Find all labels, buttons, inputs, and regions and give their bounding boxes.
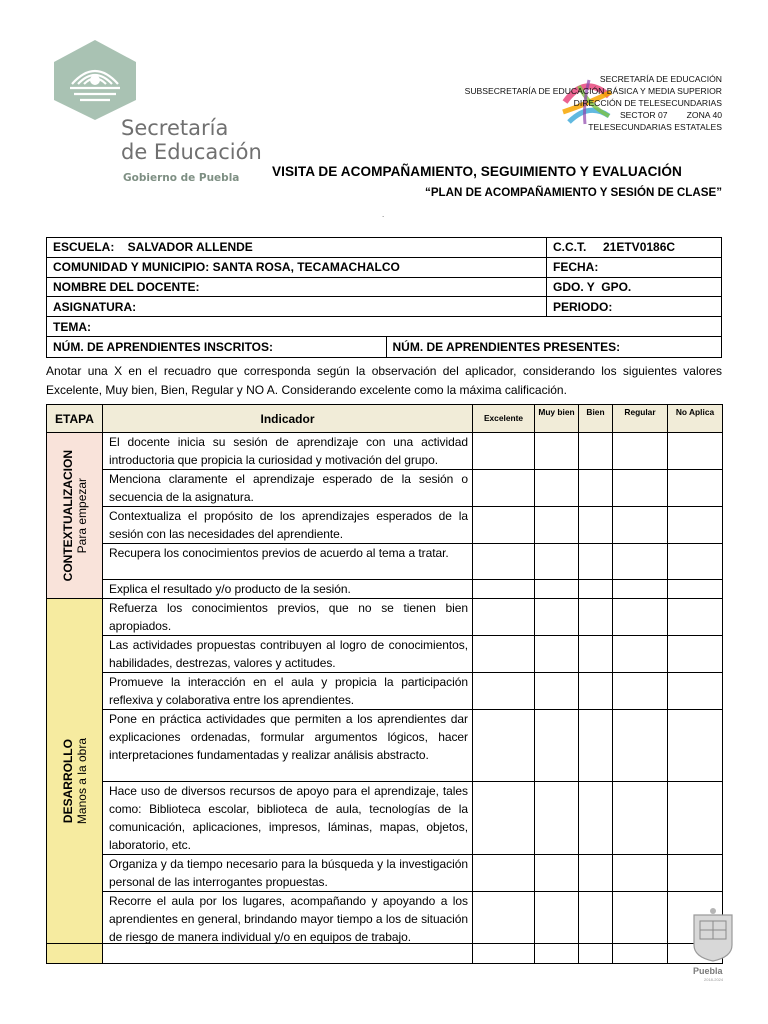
indicator-text: Pone en práctica actividades que permiten a los aprendientes dar explicaciones ordenadas, formular argumentos lógicos, hacer interpretaciones fundamentadas y realizar análisis abstracto.	[103, 710, 473, 782]
indicator-text: Las actividades propuestas contribuyen al logro de conocimientos, habilidades, destrezas, valores y actitudes.	[103, 636, 473, 673]
rating-cell-bien[interactable]	[579, 855, 613, 892]
indicator-text: Explica el resultado y/o producto de la sesión.	[103, 580, 473, 599]
page-cut-line	[46, 943, 722, 944]
document-title: VISITA DE ACOMPAÑAMIENTO, SEGUIMIENTO Y EVALUACIÓN	[272, 164, 682, 179]
rating-cell-bien[interactable]	[579, 636, 613, 673]
indicator-text: Menciona claramente el aprendizaje esperado de la sesión o secuencia de la asignatura.	[103, 470, 473, 507]
rating-cell-regular[interactable]	[613, 470, 668, 507]
col-etapa: ETAPA	[47, 405, 103, 433]
rating-cell-bien[interactable]	[579, 673, 613, 710]
rating-cell-muy-bien[interactable]	[535, 599, 579, 636]
rating-cell-muy-bien[interactable]	[535, 892, 579, 964]
rating-cell-bien[interactable]	[579, 599, 613, 636]
rating-cell-no-aplica[interactable]	[668, 507, 723, 544]
stage-subtitle: Manos a la obra	[74, 737, 89, 825]
puebla-seal	[690, 907, 736, 963]
rating-cell-regular[interactable]	[613, 544, 668, 580]
rating-cell-excelente[interactable]	[473, 710, 535, 782]
header-line-1: SECRETARÍA DE EDUCACIÓN	[599, 74, 722, 84]
document-subtitle: “PLAN DE ACOMPAÑAMIENTO Y SESIÓN DE CLASE”	[425, 186, 722, 199]
fecha-field: FECHA:	[547, 257, 722, 277]
rating-cell-excelente[interactable]	[473, 599, 535, 636]
evaluation-table	[46, 404, 723, 964]
logo-gobierno: Gobierno de Puebla	[123, 172, 240, 184]
rating-cell-bien[interactable]	[579, 544, 613, 580]
rating-cell-bien[interactable]	[579, 710, 613, 782]
tema-field: TEMA:	[47, 317, 722, 337]
rating-cell-excelente[interactable]	[473, 673, 535, 710]
table-row	[47, 636, 723, 673]
rating-cell-excelente[interactable]	[473, 470, 535, 507]
rating-cell-no-aplica[interactable]	[668, 599, 723, 636]
rating-cell-excelente[interactable]	[473, 782, 535, 855]
table-row	[47, 599, 723, 636]
stage-name: CONTEXTUALIZACION	[60, 449, 75, 582]
indicator-text: Promueve la interacción en el aula y propicia la participación reflexiva y colaborativa entre los aprendientes.	[103, 673, 473, 710]
table-row	[47, 544, 723, 580]
table-row	[47, 782, 723, 855]
rating-cell-regular[interactable]	[613, 782, 668, 855]
header-line-3: DIRECCIÓN DE TELESECUNDARIAS	[573, 98, 722, 108]
col-no-aplica: No Aplica	[668, 405, 723, 433]
rating-cell-regular[interactable]	[613, 892, 668, 964]
instructions-note: Anotar una X en el recuadro que corresponda según la observación del aplicador, considerando los siguientes valores Excelente, Muy bien, Bien, Regular y NO A. Considerando excelente como la máxima calificación.	[46, 364, 722, 397]
rating-cell-regular[interactable]	[613, 855, 668, 892]
stage-subtitle: Para empezar	[74, 477, 89, 554]
cct-field: C.C.T. 21ETV0186C	[547, 238, 722, 258]
rating-cell-regular[interactable]	[613, 710, 668, 782]
rating-cell-excelente[interactable]	[473, 433, 535, 470]
rating-cell-muy-bien[interactable]	[535, 470, 579, 507]
rating-cell-muy-bien[interactable]	[535, 433, 579, 470]
logo-line1: Secretaría	[121, 116, 229, 140]
rating-cell-no-aplica[interactable]	[668, 636, 723, 673]
indicator-text: Contextualiza el propósito de los aprendizajes esperados de la sesión con las necesidades del aprendiente.	[103, 507, 473, 544]
rating-cell-no-aplica[interactable]	[668, 544, 723, 580]
inscritos-field: NÚM. DE APRENDIENTES INSCRITOS:	[47, 337, 386, 357]
rating-cell-bien[interactable]	[579, 470, 613, 507]
header-institution	[465, 73, 722, 133]
header-line-2: SUBSECRETARÍA DE EDUCACIÓN BÁSICA Y MEDIA SUPERIOR	[464, 86, 722, 96]
rating-cell-excelente[interactable]	[473, 580, 535, 599]
table-row	[47, 507, 723, 544]
rating-cell-no-aplica[interactable]	[668, 580, 723, 599]
escuela-field: ESCUELA: SALVADOR ALLENDE	[47, 238, 547, 258]
rating-cell-regular[interactable]	[613, 507, 668, 544]
docente-field: NOMBRE DEL DOCENTE:	[47, 277, 547, 297]
stage-name: DESARROLLO	[60, 739, 75, 823]
indicator-text: Organiza y da tiempo necesario para la búsqueda y la investigación personal de las interrogantes propuestas.	[103, 855, 473, 892]
rating-cell-no-aplica[interactable]	[668, 673, 723, 710]
rating-cell-excelente[interactable]	[473, 892, 535, 964]
rating-cell-no-aplica[interactable]	[668, 470, 723, 507]
rating-cell-regular[interactable]	[613, 433, 668, 470]
stage-desarrollo	[47, 599, 103, 964]
rating-cell-regular[interactable]	[613, 673, 668, 710]
rating-cell-muy-bien[interactable]	[535, 710, 579, 782]
rating-cell-bien[interactable]	[579, 507, 613, 544]
logo-secretaria-text	[121, 116, 262, 164]
puebla-seal-label: Puebla	[693, 966, 723, 976]
table-row	[47, 470, 723, 507]
rating-cell-bien[interactable]	[579, 892, 613, 964]
indicator-text: Hace uso de diversos recursos de apoyo para el aprendizaje, tales como: Biblioteca escolar, biblioteca de aula, tecnologías de la comunicación, aplicaciones, impresos, láminas, mapas, objetos, laboratorio, etc.	[103, 782, 473, 855]
school-info-table	[46, 237, 722, 358]
rating-cell-muy-bien[interactable]	[535, 544, 579, 580]
table-row	[47, 892, 723, 964]
indicator-text: Recupera los conocimientos previos de acuerdo al tema a tratar.	[103, 544, 473, 580]
col-bien: Bien	[579, 405, 613, 433]
stage-contextualizacion	[47, 433, 103, 599]
secretaria-logo-emblem	[50, 38, 140, 122]
rating-cell-muy-bien[interactable]	[535, 673, 579, 710]
rating-cell-no-aplica[interactable]	[668, 433, 723, 470]
rating-cell-muy-bien[interactable]	[535, 636, 579, 673]
col-excelente: Excelente	[473, 405, 535, 433]
rating-cell-excelente[interactable]	[473, 507, 535, 544]
grado-grupo-field: GDO. Y GPO.	[547, 277, 722, 297]
table-row	[47, 433, 723, 470]
col-regular: Regular	[613, 405, 668, 433]
indicator-text: Refuerza los conocimientos previos, que no se tienen bien apropiados.	[103, 599, 473, 636]
rating-cell-no-aplica[interactable]	[668, 855, 723, 892]
rating-cell-excelente[interactable]	[473, 855, 535, 892]
table-row	[47, 580, 723, 599]
table-row	[47, 710, 723, 782]
comunidad-field: COMUNIDAD Y MUNICIPIO: SANTA ROSA, TECAMACHALCO	[47, 257, 547, 277]
rating-cell-excelente[interactable]	[473, 636, 535, 673]
rating-cell-muy-bien[interactable]	[535, 782, 579, 855]
presentes-field: NÚM. DE APRENDIENTES PRESENTES:	[392, 339, 621, 354]
stray-dot: .	[382, 210, 385, 219]
indicator-text: El docente inicia su sesión de aprendizaje con una actividad introductoria que propicia la curiosidad y motivación del grupo.	[103, 433, 473, 470]
rating-cell-bien[interactable]	[579, 782, 613, 855]
rating-cell-muy-bien[interactable]	[535, 507, 579, 544]
rating-cell-regular[interactable]	[613, 580, 668, 599]
rating-cell-bien[interactable]	[579, 433, 613, 470]
rating-cell-no-aplica[interactable]	[668, 710, 723, 782]
rating-cell-excelente[interactable]	[473, 544, 535, 580]
header-line-4: SECTOR 07 ZONA 40	[619, 110, 722, 120]
puebla-seal-period: 2018-2024	[704, 977, 724, 982]
col-muy-bien: Muy bien	[535, 405, 579, 433]
col-indicador: Indicador	[103, 405, 473, 433]
rating-cell-muy-bien[interactable]	[535, 580, 579, 599]
rating-cell-regular[interactable]	[613, 599, 668, 636]
rating-cell-bien[interactable]	[579, 580, 613, 599]
table-row	[47, 673, 723, 710]
rating-cell-no-aplica[interactable]	[668, 782, 723, 855]
periodo-field: PERIODO:	[547, 297, 722, 317]
table-row	[47, 855, 723, 892]
indicator-text: Recorre el aula por los lugares, acompañando y apoyando a los aprendientes en general, brindando mayor tiempo a los de situación de riesgo de manera individual y/o en equipos de trabajo.	[103, 892, 473, 964]
rating-cell-muy-bien[interactable]	[535, 855, 579, 892]
logo-line2: de Educación	[121, 140, 262, 164]
rating-cell-regular[interactable]	[613, 636, 668, 673]
asignatura-field: ASIGNATURA:	[47, 297, 547, 317]
header-line-5: TELESECUNDARIAS ESTATALES	[588, 122, 722, 132]
